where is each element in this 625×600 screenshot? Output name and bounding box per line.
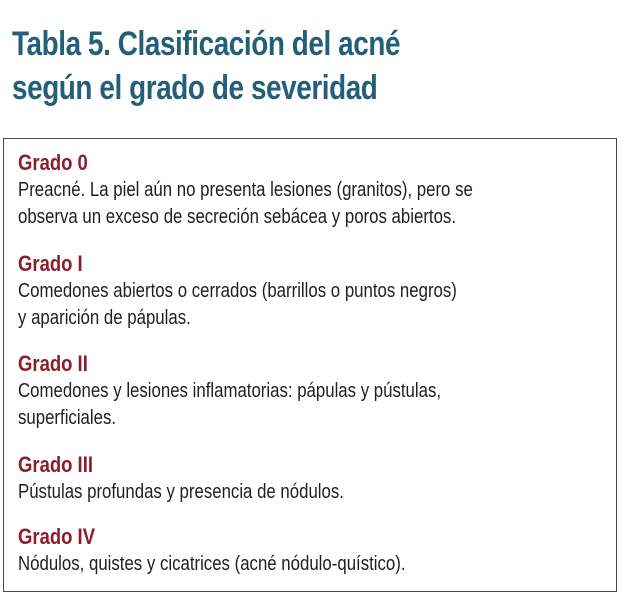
grade-description-line: y aparición de pápulas. <box>18 307 191 329</box>
grade-label: Grado III <box>18 452 93 477</box>
grade-row-3 <box>18 451 608 506</box>
table-title <box>12 22 612 110</box>
grade-description-line: Comedones y lesiones inflamatorias: pápulas y pústulas, <box>18 380 442 402</box>
grade-description-line: Preacné. La piel aún no presenta lesiones (granitos), pero se <box>18 179 473 201</box>
table-title-line-1: Tabla 5. Clasificación del acné <box>12 25 401 63</box>
grade-description <box>18 551 589 578</box>
grade-description-line: Comedones abiertos o cerrados (barrillos o puntos negros) <box>18 280 457 302</box>
classification-table <box>3 138 617 592</box>
grade-row-1 <box>18 250 608 332</box>
grade-description <box>18 177 589 231</box>
grade-description <box>18 479 589 506</box>
grade-description-line: superficiales. <box>18 407 117 429</box>
grade-description-line: Pústulas profundas y presencia de nódulos. <box>18 481 344 503</box>
grade-description-line: Nódulos, quistes y cicatrices (acné nódulo-quístico). <box>18 553 406 575</box>
grade-label: Grado II <box>18 351 88 376</box>
grade-description <box>18 278 589 332</box>
grade-row-2 <box>18 350 608 432</box>
grade-description-line: observa un exceso de secreción sebácea y poros abiertos. <box>18 206 456 228</box>
grade-label: Grado IV <box>18 524 96 549</box>
grade-label: Grado I <box>18 251 83 276</box>
grade-row-0 <box>18 149 608 231</box>
grade-label: Grado 0 <box>18 150 88 175</box>
grade-description <box>18 378 589 432</box>
grade-row-4 <box>18 523 608 578</box>
table-title-line-2: según el grado de severidad <box>12 69 378 107</box>
